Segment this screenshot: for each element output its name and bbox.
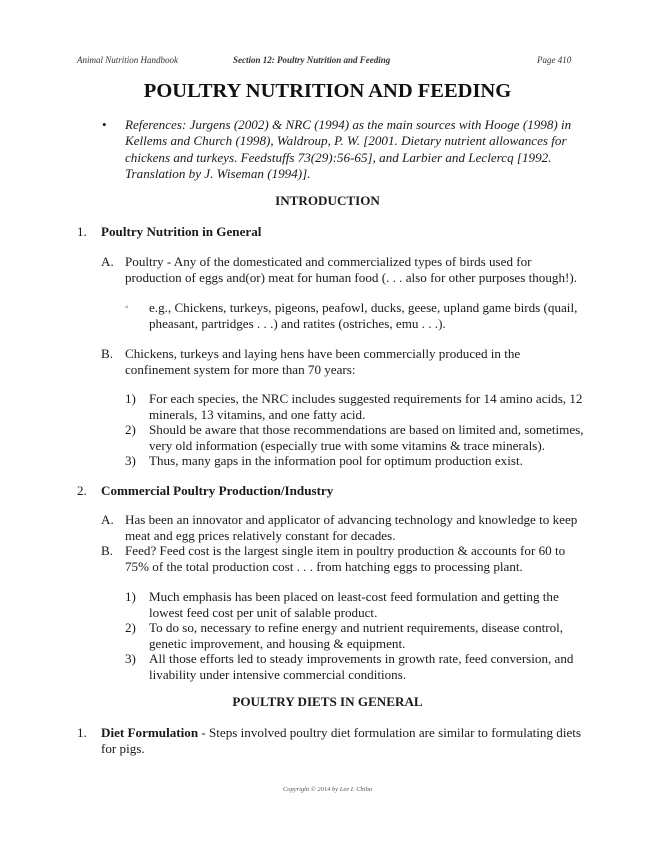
point-number: 3) — [125, 651, 136, 666]
point-text — [149, 589, 559, 622]
header-book-title: Animal Nutrition Handbook — [77, 55, 178, 65]
text-line — [101, 725, 581, 741]
references-line: Translation by J. Wiseman (1994)]. — [125, 165, 311, 181]
subitem-text — [125, 346, 520, 379]
point-number: 1) — [125, 589, 136, 604]
diet-formulation-text — [101, 725, 581, 758]
references-text — [125, 117, 571, 182]
text-line: meat and egg prices relatively constant for decades. — [125, 528, 396, 544]
references-line: chickens and turkeys. Feedstuffs 73(29):56-65], and Larbier and Leclercq [1992. — [125, 149, 552, 165]
text-line: livability under intensive commercial conditions. — [149, 667, 407, 683]
sub-bullet: ◦ — [125, 302, 129, 313]
text-line: confinement system for more than 70 years: — [125, 362, 356, 378]
header-page-number: Page 410 — [537, 55, 572, 65]
text-line: All those efforts led to steady improvements in growth rate, feed conversion, and — [149, 651, 574, 666]
point-number: 3) — [125, 453, 136, 468]
item-number: 1. — [77, 224, 87, 239]
point-text — [149, 620, 563, 653]
text-line: minerals, 13 vitamins, and one fatty acid. — [149, 407, 366, 423]
point-text — [149, 453, 523, 469]
header-section: Section 12: Poultry Nutrition and Feeding — [233, 55, 391, 65]
point-text — [149, 651, 573, 684]
section-heading-diets: POULTRY DIETS IN GENERAL — [232, 694, 423, 709]
text-line: For each species, the NRC includes suggested requirements for 14 amino acids, 12 — [149, 391, 583, 406]
item-heading: Diet Formulation — [101, 725, 199, 740]
text-line: Should be aware that those recommendations are based on limited and, sometimes, — [149, 422, 584, 437]
subitem-text — [125, 543, 565, 576]
point-text — [149, 422, 584, 455]
subitem-label: A. — [101, 254, 114, 269]
sub-bullet-text — [149, 300, 577, 333]
item-heading: Poultry Nutrition in General — [101, 224, 262, 239]
subitem-label: B. — [101, 346, 114, 361]
subitem-text — [125, 512, 577, 545]
references-bullet: • — [102, 117, 107, 132]
references-line: References: Jurgens (2002) & NRC (1994) as the main sources with Hooge (1998) in — [125, 117, 572, 132]
point-number: 2) — [125, 422, 136, 437]
text-line: for pigs. — [101, 741, 145, 757]
point-number: 2) — [125, 620, 136, 635]
references-line: Kellems and Church (1998), Waldroup, P. W. [2001. Dietary nutrient allowances for — [125, 133, 567, 149]
text-line: Thus, many gaps in the information pool for optimum production exist. — [149, 453, 523, 468]
text-line: Poultry - Any of the domesticated and commercialized types of birds used for — [125, 254, 532, 269]
text-line: production of eggs and(or) meat for human food (. . . also for other purposes though!). — [125, 270, 577, 286]
page-title: POULTRY NUTRITION AND FEEDING — [143, 80, 512, 102]
text-line: Feed? Feed cost is the largest single item in poultry production & accounts for 60 to — [125, 543, 566, 558]
copyright-footer: Copyright © 2014 by Lee I. Chiba — [282, 786, 373, 793]
text-line: Much emphasis has been placed on least-cost feed formulation and getting the — [149, 589, 559, 604]
point-text — [149, 391, 582, 424]
text-line: lowest feed cost per unit of salable product. — [149, 605, 378, 621]
text-line: very old information (especially true with some vitamins & trace minerals). — [149, 438, 545, 454]
item-number: 2. — [77, 483, 87, 498]
item-number: 1. — [77, 725, 87, 740]
subitem-text — [125, 254, 577, 287]
text-line: e.g., Chickens, turkeys, pigeons, peafowl, ducks, geese, upland game birds (quail, — [149, 300, 578, 315]
subitem-label: A. — [101, 512, 114, 527]
text-line: Has been an innovator and applicator of advancing technology and knowledge to keep — [125, 512, 578, 527]
text-line: pheasant, partridges . . .) and ratites (ostriches, emu . . .). — [149, 316, 446, 332]
text-line: Chickens, turkeys and laying hens have been commercially produced in the — [125, 346, 521, 361]
subitem-label: B. — [101, 543, 114, 558]
text-line: 75% of the total production cost . . . from hatching eggs to processing plant. — [125, 559, 523, 575]
point-number: 1) — [125, 391, 136, 406]
text-line: genetic improvement, and housing & equipment. — [149, 636, 406, 652]
item-heading: Commercial Poultry Production/Industry — [101, 483, 334, 498]
text-line: To do so, necessary to refine energy and nutrient requirements, disease control, — [149, 620, 564, 635]
section-heading-introduction: INTRODUCTION — [275, 193, 380, 208]
text-run: - Steps involved poultry diet formulation are similar to formulating diets — [198, 725, 582, 740]
